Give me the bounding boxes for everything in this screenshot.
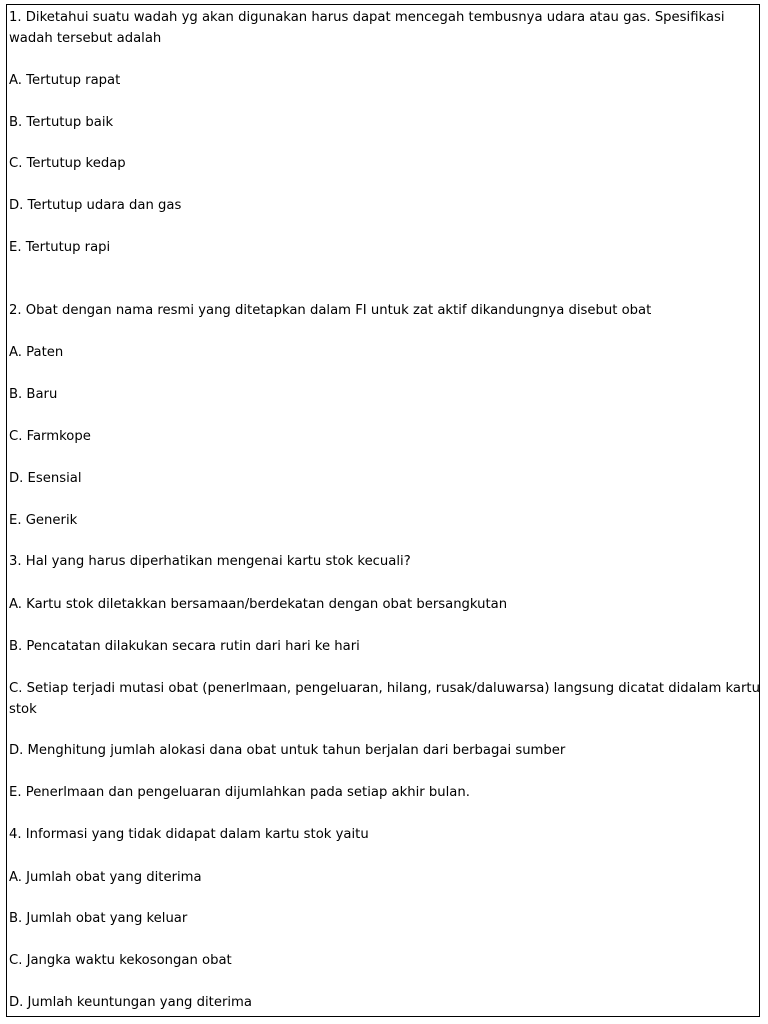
question-2-option-e: E. Generik xyxy=(9,513,78,528)
question-4-option-d: D. Jumlah keuntungan yang diterima xyxy=(9,995,252,1010)
question-3-option-c: C. Setiap terjadi mutasi obat (penerlmaan, pengeluaran, hilang, rusak/daluwarsa) langsung dicatat didalam kartu stok xyxy=(9,681,760,717)
question-1-option-b: B. Tertutup baik xyxy=(9,115,114,130)
question-2-option-d: D. Esensial xyxy=(9,471,82,486)
question-3-option-d: D. Menghitung jumlah alokasi dana obat untuk tahun berjalan dari berbagai sumber xyxy=(9,743,566,758)
question-2-option-c: C. Farmkope xyxy=(9,429,91,444)
question-1-option-c: C. Tertutup kedap xyxy=(9,156,126,171)
question-2-option-b: B. Baru xyxy=(9,387,58,402)
question-4-option-c: C. Jangka waktu kekosongan obat xyxy=(9,953,232,968)
question-4-option-a: A. Jumlah obat yang diterima xyxy=(9,870,202,885)
question-3-stem: 3. Hal yang harus diperhatikan mengenai kartu stok kecuali? xyxy=(9,554,411,569)
question-3-option-e: E. Penerlmaan dan pengeluaran dijumlahkan pada setiap akhir bulan. xyxy=(9,785,470,800)
question-1-option-e: E. Tertutup rapi xyxy=(9,240,111,255)
question-1-option-a: A. Tertutup rapat xyxy=(9,73,121,88)
question-4-option-b: B. Jumlah obat yang keluar xyxy=(9,911,188,926)
question-2-stem: 2. Obat dengan nama resmi yang ditetapkan dalam FI untuk zat aktif dikandungnya disebut obat xyxy=(9,303,652,318)
question-4-stem: 4. Informasi yang tidak didapat dalam kartu stok yaitu xyxy=(9,827,369,842)
question-1-option-d: D. Tertutup udara dan gas xyxy=(9,198,182,213)
question-3-option-b: B. Pencatatan dilakukan secara rutin dari hari ke hari xyxy=(9,639,360,654)
question-3-option-a: A. Kartu stok diletakkan bersamaan/berdekatan dengan obat bersangkutan xyxy=(9,597,508,612)
question-1-stem: 1. Diketahui suatu wadah yg akan digunakan harus dapat mencegah tembusnya udara atau gas. Spesifikasi wadah tersebut adalah xyxy=(9,10,725,46)
question-2-option-a: A. Paten xyxy=(9,345,64,360)
